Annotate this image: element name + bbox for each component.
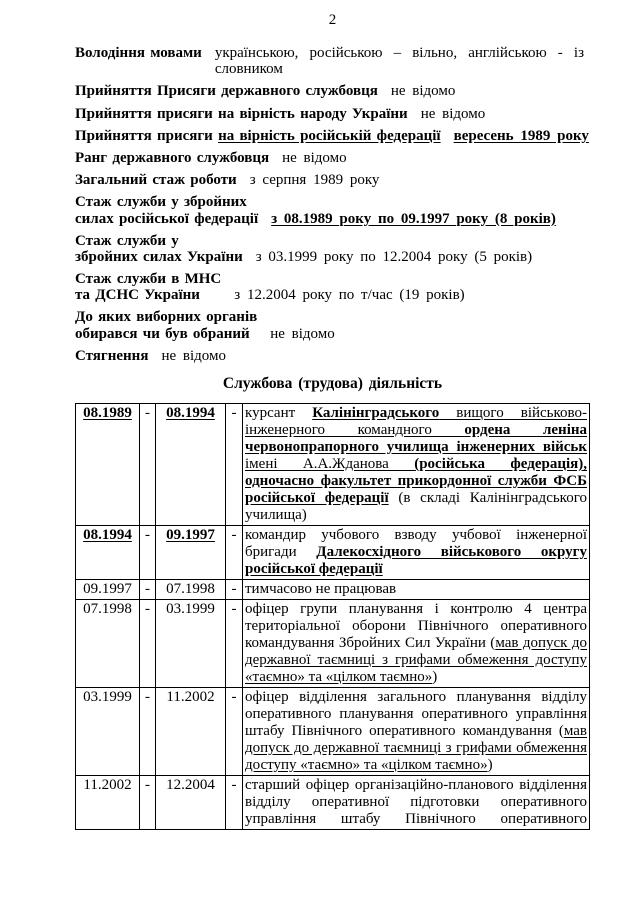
text-segment: 11.2002 — [166, 689, 215, 705]
field-label-line — [75, 326, 257, 342]
text-segment: офіцер групи планування і контролю 4 центра територіальної оборони Північного оперативного командування Збройних Сил України ( — [245, 601, 587, 651]
field-value — [161, 348, 226, 364]
text-segment: Стягнення — [75, 347, 149, 364]
field-row — [75, 150, 584, 166]
cell-date-to — [156, 404, 226, 526]
field-row — [75, 271, 584, 303]
text-segment: (в складі Калінінградського училища) — [245, 490, 587, 523]
text-segment: з 08.1989 року по 09.1997 року (8 років) — [271, 210, 556, 227]
field-label-line — [75, 172, 237, 188]
field-row — [75, 194, 584, 226]
text-segment: збройних силах України — [75, 248, 243, 265]
field-row — [75, 45, 584, 77]
field-label — [75, 348, 148, 364]
service-table-body — [76, 404, 590, 830]
cell-date-to — [156, 688, 226, 776]
text-segment: Калінінградського — [312, 405, 440, 421]
cell-separator: - — [226, 526, 243, 580]
text-segment: ) — [487, 757, 493, 773]
text-segment: 11.2002 — [83, 777, 132, 793]
cell-separator: - — [140, 776, 156, 830]
cell-date-from — [76, 404, 140, 526]
field-value — [391, 83, 456, 99]
field-label-line — [75, 83, 378, 99]
text-segment: мав допуск до державної таємниці з грифами обмеження доступу «таємно» та «цілком таємно» — [245, 723, 587, 773]
cell-date-from — [76, 580, 140, 600]
text-segment: 08.1994 — [83, 527, 132, 543]
cell-description — [243, 404, 590, 526]
text-segment: Стаж служби у — [75, 232, 179, 249]
text-segment: Прийняття Присяги державного службовця — [75, 83, 378, 100]
text-segment: Ранг державного службовця — [75, 149, 270, 166]
text-segment: не відомо — [390, 83, 456, 100]
page-number: 2 — [328, 12, 337, 28]
text-segment: 03.1999 — [83, 689, 132, 705]
field-value — [271, 211, 556, 227]
text-segment: Стаж служби у збройних — [75, 194, 247, 211]
cell-separator: - — [140, 526, 156, 580]
field-row — [75, 348, 584, 364]
cell-date-to — [156, 776, 226, 830]
field-value — [421, 106, 486, 122]
cell-date-from — [76, 526, 140, 580]
field-value — [215, 45, 584, 77]
text-segment: 12.2004 — [166, 777, 215, 793]
text-segment: офіцер відділення загального планування відділу оперативного планування оперативного управління штабу Північного оперативного командування ( — [245, 689, 587, 739]
cell-date-from — [76, 776, 140, 830]
field-value — [256, 249, 532, 265]
field-label-line — [75, 287, 221, 303]
text-segment: Загальний стаж роботи — [75, 172, 237, 189]
field-row — [75, 127, 589, 144]
text-segment: Володіння мовами — [75, 45, 202, 61]
text-segment: Прийняття присяги на вірність народу України — [75, 105, 408, 122]
text-segment: не відомо — [270, 325, 335, 342]
cell-separator: - — [226, 580, 243, 600]
field-label — [75, 172, 237, 188]
text-segment: 03.1999 — [166, 601, 215, 617]
cell-date-from — [76, 600, 140, 688]
text-segment: силах російської федерації — [75, 210, 259, 227]
text-segment: 07.1998 — [166, 581, 215, 597]
cell-separator: - — [226, 688, 243, 776]
cell-separator: - — [140, 688, 156, 776]
field-value — [270, 326, 335, 342]
cell-separator: - — [140, 580, 156, 600]
text-segment: 09.1997 — [166, 527, 215, 543]
field-label-line — [75, 348, 148, 364]
field-label — [75, 128, 441, 144]
cell-date-to — [156, 580, 226, 600]
text-segment: (російська федерація), одночасно факультет прикордонної служби ФСБ російської федерації — [245, 456, 587, 506]
text-segment: старший офіцер організаційно-планового відділення відділу оперативної підготовки оперативного управління штабу Північного оперативного — [245, 777, 587, 827]
table-row — [76, 688, 590, 776]
field-label-line — [75, 194, 258, 210]
table-row — [76, 404, 590, 526]
field-label-line — [75, 309, 257, 325]
cell-description — [243, 526, 590, 580]
text-segment: Далекосхідного військового округу російської федерації — [245, 544, 587, 577]
text-segment: не відомо — [282, 149, 347, 166]
text-segment: з серпня 1989 року — [249, 172, 380, 189]
cell-separator: - — [226, 404, 243, 526]
field-label-line — [75, 211, 258, 227]
text-segment: не відомо — [420, 105, 486, 122]
field-value — [234, 287, 464, 303]
text-segment: 08.1989 — [83, 405, 132, 421]
field-row — [75, 233, 584, 265]
cell-description — [243, 688, 590, 776]
field-label — [75, 271, 221, 303]
text-segment: тимчасово не працював — [245, 581, 397, 597]
field-row — [75, 83, 584, 99]
cell-separator: - — [140, 600, 156, 688]
field-label — [75, 83, 378, 99]
table-title: Службова (трудова) діяльність — [222, 375, 443, 392]
text-segment: 09.1997 — [83, 581, 132, 597]
cell-separator: - — [226, 776, 243, 830]
field-label-line — [75, 150, 269, 166]
text-segment: мав допуск до державної таємниці з грифами обмеження доступу «таємно» та «цілком таємно» — [245, 635, 588, 685]
table-row — [76, 526, 590, 580]
cell-date-to — [156, 526, 226, 580]
cell-description — [243, 776, 590, 830]
text-segment: з 12.2004 року по т/час (19 років) — [234, 287, 465, 304]
text-segment: ) — [432, 669, 438, 685]
field-label-line — [75, 45, 202, 61]
cell-description — [243, 600, 590, 688]
cell-separator: - — [140, 404, 156, 526]
field-value — [454, 128, 589, 144]
field-label — [75, 45, 202, 61]
cell-description — [243, 580, 590, 600]
field-label — [75, 233, 243, 265]
field-label-line — [75, 106, 408, 122]
field-label-line — [75, 233, 243, 249]
table-row — [76, 580, 590, 600]
fields-section — [75, 45, 589, 364]
field-value — [282, 150, 347, 166]
text-segment: До яких виборних органів — [75, 309, 258, 326]
text-segment: вересень 1989 року — [453, 127, 589, 144]
field-value — [250, 172, 380, 188]
text-segment: з 03.1999 року по 12.2004 року (5 років) — [255, 248, 533, 265]
field-label-line — [75, 249, 243, 265]
text-segment: не відомо — [161, 347, 226, 364]
cell-date-from — [76, 688, 140, 776]
field-row — [75, 106, 584, 122]
cell-date-to — [156, 600, 226, 688]
field-row — [75, 172, 584, 188]
field-row — [75, 309, 584, 341]
text-segment: 08.1994 — [166, 405, 215, 421]
table-row — [76, 776, 590, 830]
field-label-line — [75, 128, 441, 144]
text-segment: ордена леніна червонопрапорного училища інженерних військ — [245, 422, 588, 455]
service-table — [75, 403, 590, 830]
text-segment: на вірність російській федерації — [218, 127, 441, 144]
text-segment: та ДСНС України — [75, 287, 200, 304]
field-label — [75, 309, 257, 341]
field-label — [75, 106, 408, 122]
table-row — [76, 600, 590, 688]
text-segment: 07.1998 — [83, 601, 132, 617]
text-segment: імені А.А.Жданова — [245, 456, 415, 472]
text-segment: українською, російською – вільно, англійською - із словником — [214, 45, 584, 78]
cell-separator: - — [226, 600, 243, 688]
text-segment: обирався чи був обраний — [75, 325, 250, 342]
text-segment: курсант — [245, 405, 313, 421]
text-segment: Стаж служби в МНС — [75, 271, 222, 288]
field-label — [75, 150, 269, 166]
field-label — [75, 194, 258, 226]
text-segment: вищого військово-інженерного командного — [245, 405, 588, 438]
text-segment: командир учбового взводу учбової інженерної бригади — [245, 527, 587, 560]
text-segment: Прийняття присяги — [75, 127, 219, 144]
field-label-line — [75, 271, 221, 287]
